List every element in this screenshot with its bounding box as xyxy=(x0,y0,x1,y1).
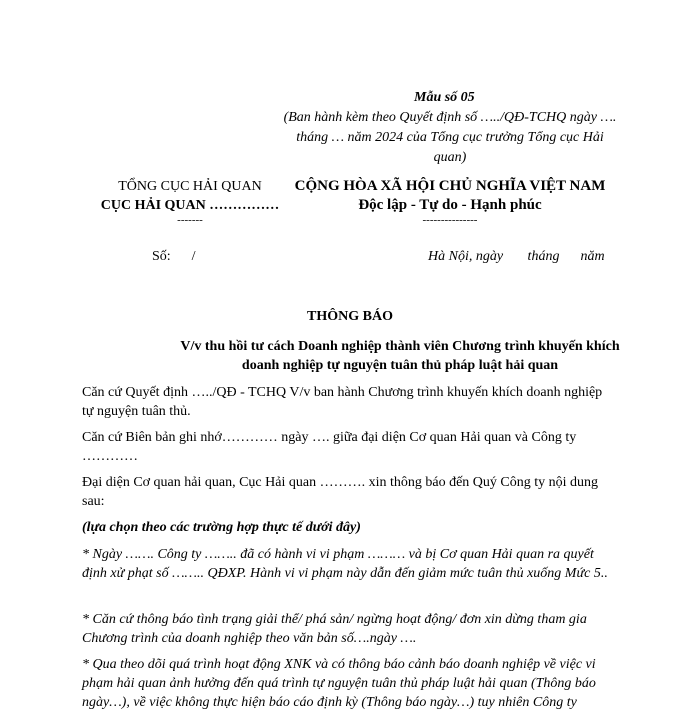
case-monitoring: * Qua theo dõi quá trình hoạt động XNK và có thông báo cảnh báo doanh nghiệp về việc vi phạm hải quan ảnh hưởng đến quá trình tự nguyện tuân thủ pháp luật hải quan (Thông báo ngày…), về việc không thực hiện báo cáo định kỳ (Thông báo ngày…) tuy nhiên Công ty xyxy=(82,657,596,710)
motto: Độc lập - Tự do - Hạnh phúc xyxy=(358,197,542,213)
issuer-separator: ------- xyxy=(177,214,203,226)
document-number: Số: / xyxy=(152,249,196,264)
issued-note: (Ban hành kèm theo Quyết định số …../QĐ-TCHQ ngày …. tháng … năm 2024 của Tổng cục trưởng Tổng cục Hải quan) xyxy=(283,110,617,165)
parent-org: TỔNG CỤC HẢI QUAN xyxy=(118,179,262,194)
place-date: Hà Nội, ngày tháng năm xyxy=(428,249,605,264)
national-header xyxy=(280,177,620,225)
form-number: Mẫu số 05 xyxy=(414,90,475,105)
case-instruction: (lựa chọn theo các trường hợp thực tế dưới đây) xyxy=(82,520,361,535)
basis-decision: Căn cứ Quyết định …../QĐ - TCHQ V/v ban hành Chương trình khuyến khích doanh nghiệp tự nguyện tuân thủ. xyxy=(82,385,603,419)
issuer-block xyxy=(80,177,300,225)
motto-separator: --------------- xyxy=(422,214,478,226)
case-violation: * Ngày ……. Công ty …….. đã có hành vi vi phạm ……… và bị Cơ quan Hải quan ra quyết định xử phạt số …….. QĐXP. Hành vi vi phạm này dẫn đến giảm mức tuân thủ xuống Mức 5.. xyxy=(82,547,608,581)
basis-memorandum: Căn cứ Biên bản ghi nhớ………… ngày …. giữa đại diện Cơ quan Hải quan và Công ty ………… xyxy=(82,430,577,464)
org-name: CỤC HẢI QUAN …………… xyxy=(100,198,280,213)
notice-intro: Đại diện Cơ quan hải quan, Cục Hải quan ………. xin thông báo đến Quý Công ty nội dung sau: xyxy=(82,475,599,509)
country-name: CỘNG HÒA XÃ HỘI CHỦ NGHĨA VIỆT NAM xyxy=(294,178,606,194)
document-title: THÔNG BÁO xyxy=(307,309,393,324)
document-subject: V/v thu hồi tư cách Doanh nghiệp thành viên Chương trình khuyến khích doanh nghiệp tự nguyện tuân thủ pháp luật hải quan xyxy=(180,339,620,373)
case-dissolution: * Căn cứ thông báo tình trạng giải thể/ phá sản/ ngừng hoạt động/ đơn xin dừng tham gia Chương trình của doanh nghiệp theo văn bản số….ngày …. xyxy=(82,612,587,646)
